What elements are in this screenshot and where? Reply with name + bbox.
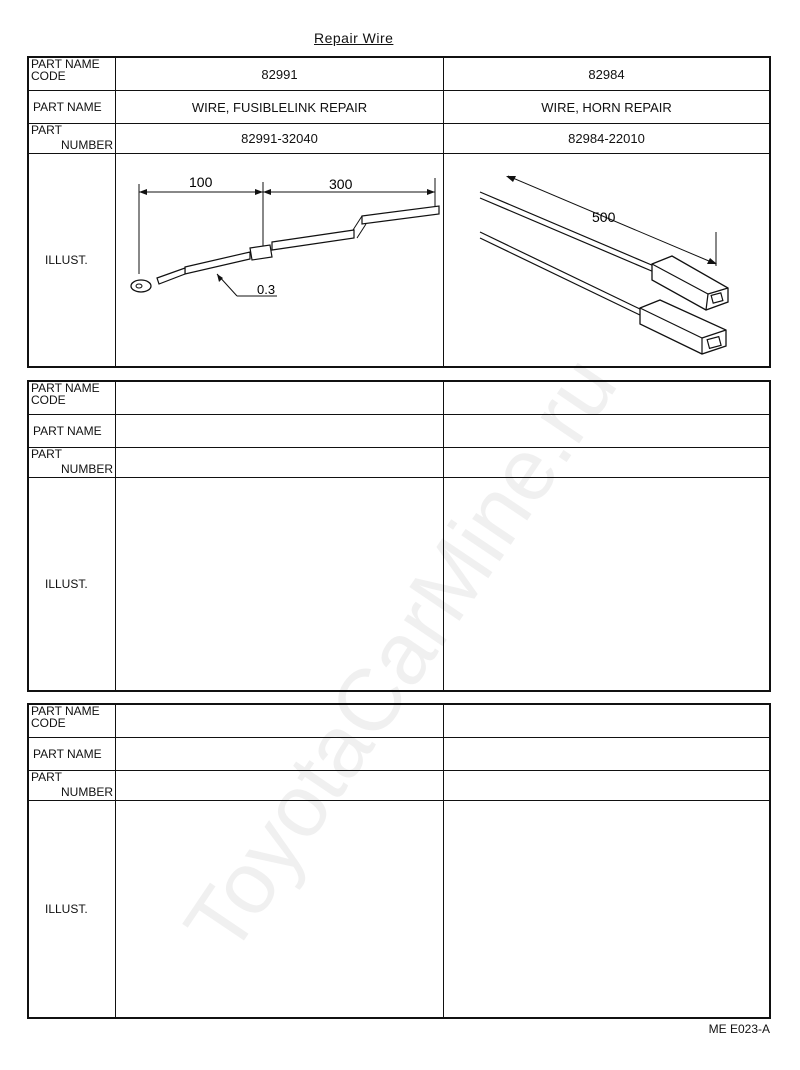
illust-label: ILLUST.	[29, 154, 116, 366]
empty-cell	[116, 448, 444, 477]
dim-100: 100	[188, 174, 212, 190]
number-row	[29, 447, 769, 477]
empty-cell	[116, 415, 444, 447]
code-row	[29, 382, 769, 414]
part-number-label: PART NUMBER	[29, 124, 116, 153]
name-row	[29, 414, 769, 447]
dim-500: 500	[592, 209, 616, 225]
part-number-2: 82984-22010	[568, 131, 645, 146]
part-code-1: 82991	[116, 58, 444, 90]
part-name-label: PART NAME	[29, 738, 116, 770]
fusible-link-wire-illustration	[117, 154, 443, 367]
code-label: PART NAME CODE	[29, 382, 116, 414]
part-name-label: PART NAME	[29, 415, 116, 447]
watermark: ToyotaCarMine.ru	[164, 338, 636, 971]
empty-cell	[444, 738, 769, 770]
part-number-label: PART NUMBER	[29, 771, 116, 800]
illust-label: ILLUST.	[29, 801, 116, 1017]
part-name-2: WIRE, HORN REPAIR	[541, 99, 672, 115]
illust-cell-1	[116, 154, 444, 366]
code-label: PART NAME CODE	[29, 58, 116, 90]
empty-cell	[444, 771, 769, 800]
part-number-label: PART NUMBER	[29, 448, 116, 477]
part-number-1: 82991-32040	[116, 124, 444, 153]
illust-label: ILLUST.	[29, 478, 116, 690]
number-row	[29, 123, 769, 153]
code-row	[29, 58, 769, 90]
illust-row	[29, 800, 769, 1017]
figure-code: ME E023-A	[708, 1022, 770, 1036]
parts-table-3	[27, 703, 771, 1019]
dim-0-3: 0.3	[256, 282, 275, 297]
page-title: Repair Wire	[314, 30, 394, 46]
part-code-2: 82984	[588, 66, 625, 82]
code-label: PART NAME CODE	[29, 705, 116, 737]
empty-cell	[444, 801, 769, 1017]
number-row	[29, 770, 769, 800]
dim-300: 300	[328, 176, 352, 192]
name-row	[29, 90, 769, 123]
part-name-1: WIRE, FUSIBLELINK REPAIR	[116, 91, 444, 123]
empty-cell	[444, 705, 769, 737]
part-name-label: PART NAME	[29, 91, 116, 123]
empty-cell	[116, 382, 444, 414]
